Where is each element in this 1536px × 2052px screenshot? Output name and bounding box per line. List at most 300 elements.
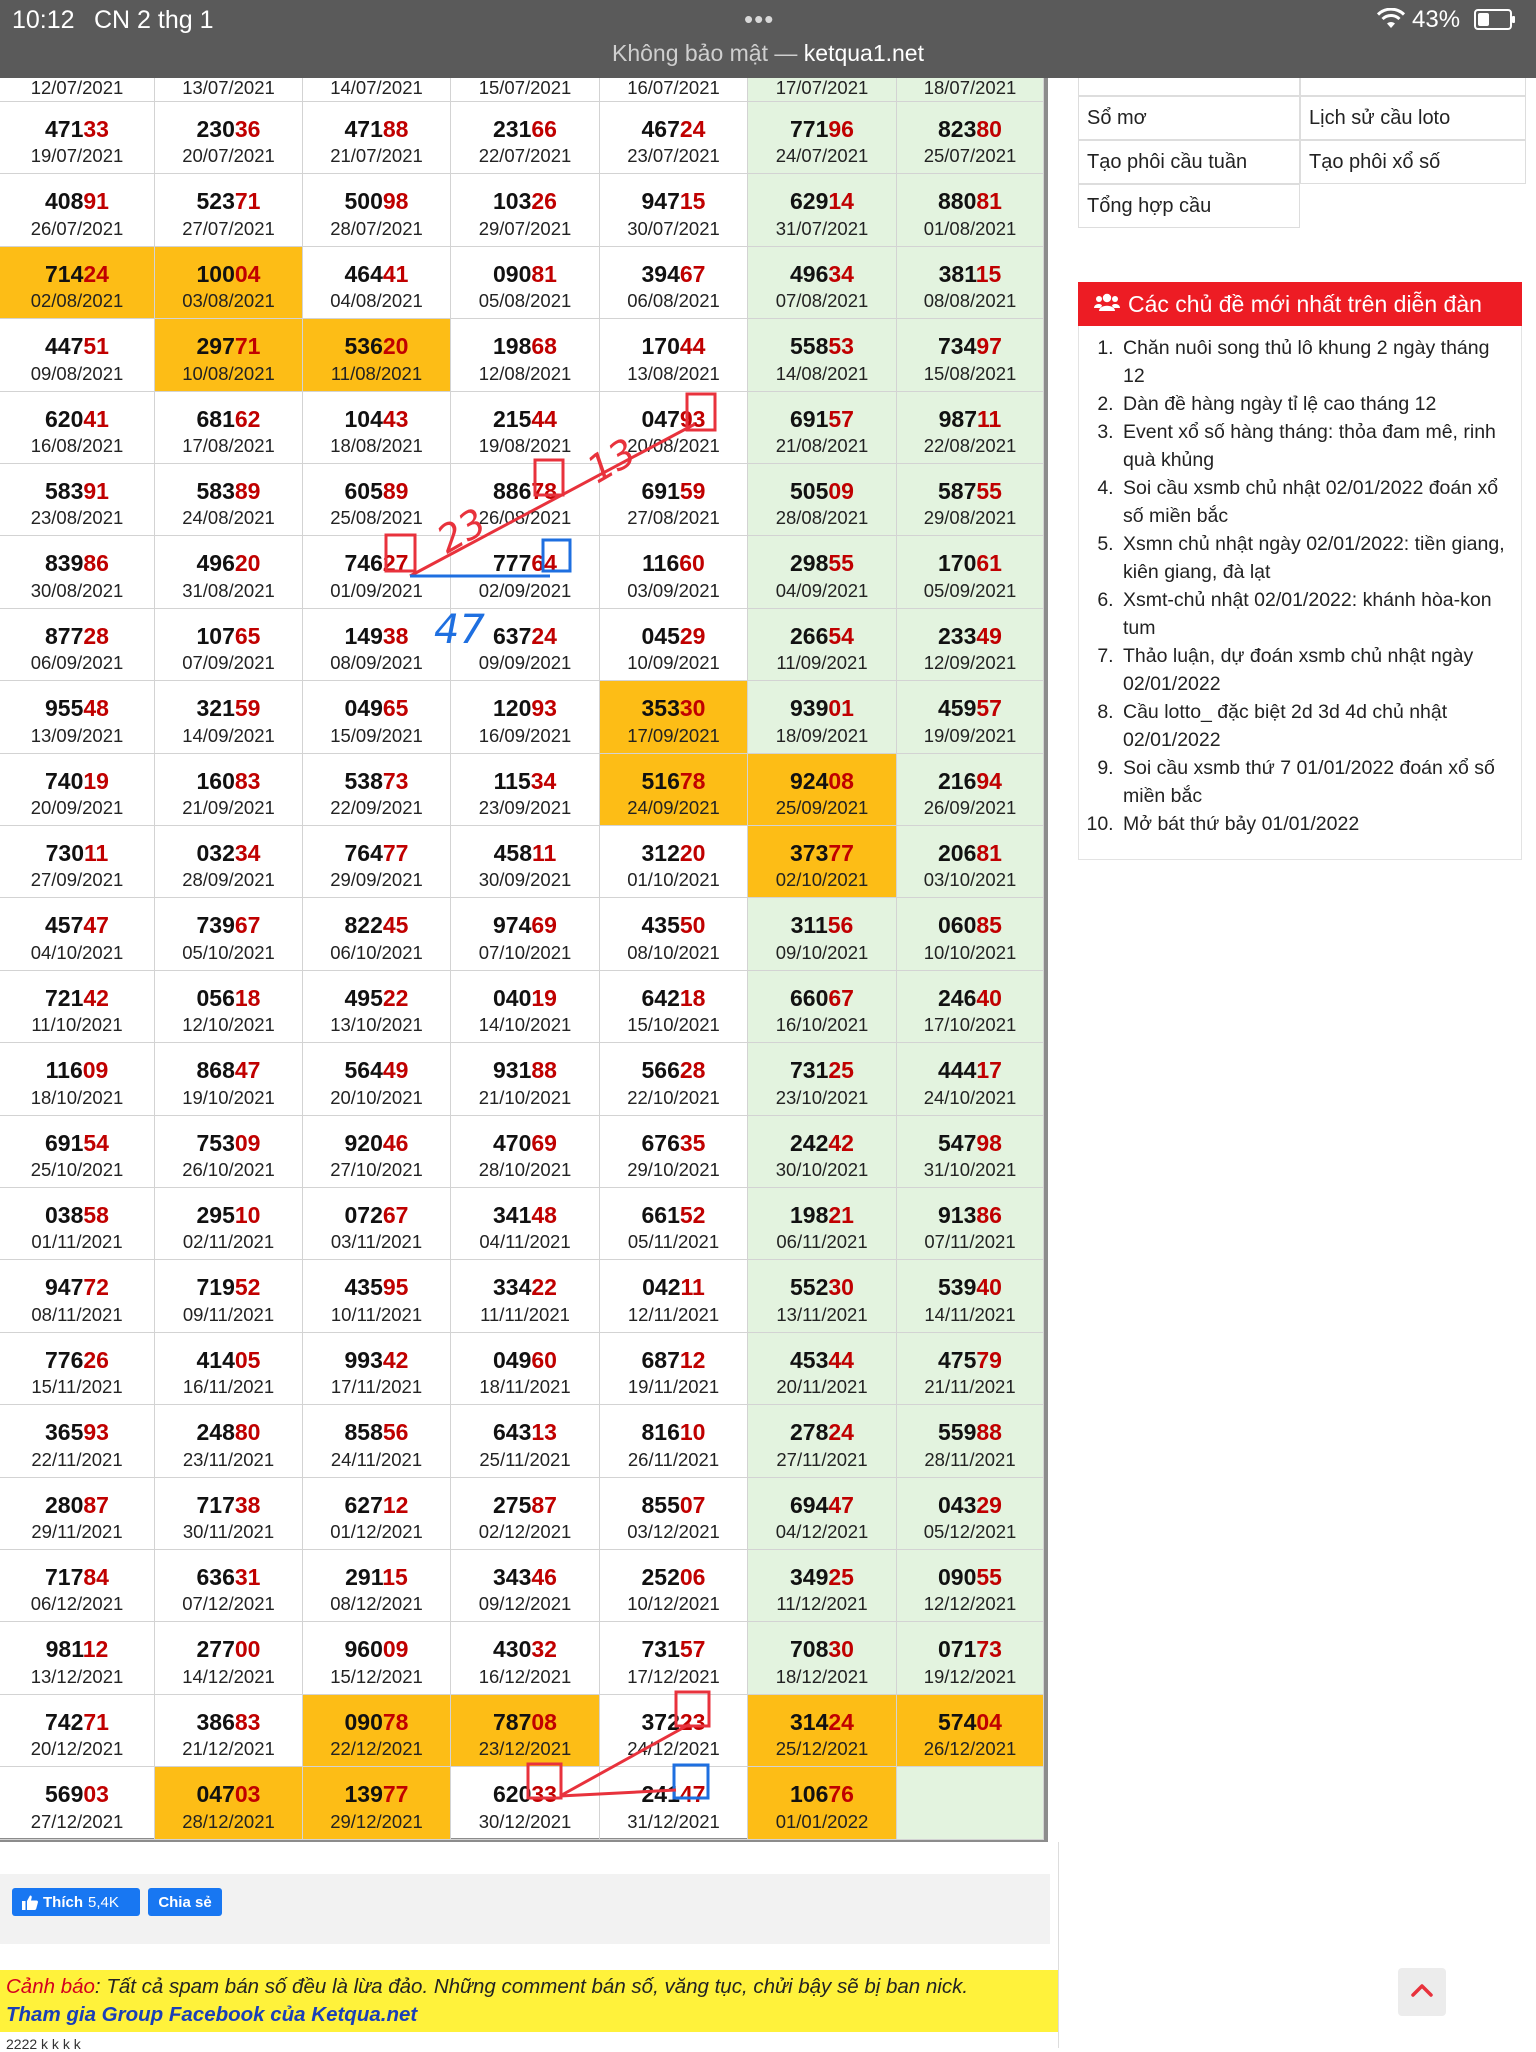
result-number: 49620 (196, 550, 261, 577)
result-number: 43550 (641, 912, 706, 939)
result-date: 11/11/2021 (480, 1303, 570, 1325)
result-number: 13977 (344, 1781, 409, 1808)
result-number: 62041 (45, 405, 109, 432)
result-date: 06/10/2021 (330, 941, 423, 963)
result-number: 37377 (790, 840, 854, 866)
result-date: 02/11/2021 (182, 1231, 275, 1253)
annotation-box-blue (674, 1765, 708, 1798)
result-date: 16/12/2021 (478, 1665, 572, 1687)
result-number: 11660 (642, 550, 705, 577)
result-number: 20681 (938, 840, 1002, 866)
result-number: 17061 (938, 550, 1002, 577)
result-date: 02/08/2021 (30, 290, 124, 312)
result-number: 04793 (641, 405, 706, 432)
result-date: 31/12/2021 (627, 1810, 720, 1832)
result-number: 28087 (45, 1491, 109, 1518)
result-number: 64313 (493, 1419, 557, 1446)
result-number: 09081 (493, 260, 557, 287)
result-date: 17/10/2021 (923, 1014, 1017, 1036)
forum-topic-link[interactable]: 3. Event xổ số hàng tháng: thỏa đam mê, rinh quà khủng (1119, 418, 1511, 474)
result-date: 15/08/2021 (923, 362, 1017, 384)
sidebar-link-top-right[interactable] (1300, 78, 1526, 96)
result-number: 38683 (196, 1708, 261, 1735)
result-date: 12/11/2021 (627, 1303, 720, 1325)
result-date: 25/09/2021 (775, 796, 869, 818)
result-number: 55230 (790, 1274, 854, 1301)
wifi-icon (1376, 8, 1406, 35)
result-number: 92046 (344, 1129, 409, 1156)
result-date: 26/08/2021 (478, 507, 572, 529)
result-date: 07/11/2021 (924, 1231, 1016, 1253)
facebook-like-button[interactable] (12, 1888, 140, 1916)
forum-topic-link[interactable]: 4. Soi cầu xsmb chủ nhật 02/01/2022 đoán xổ số miền bắc (1119, 474, 1511, 530)
result-date: 25/07/2021 (923, 145, 1017, 167)
security-label: Không bảo mật — (611, 40, 804, 66)
result-number: 16083 (196, 767, 261, 794)
result-date: 28/11/2021 (924, 1448, 1016, 1470)
result-date: 07/09/2021 (182, 652, 275, 674)
result-number: 03858 (45, 1202, 109, 1228)
result-number: 49522 (344, 984, 409, 1011)
result-number: 07173 (938, 1636, 1002, 1663)
result-date: 15/10/2021 (627, 1014, 720, 1036)
result-date: 10/10/2021 (923, 941, 1017, 963)
result-number: 41405 (196, 1346, 261, 1373)
like-count: 5,4K (88, 1893, 119, 1911)
result-number: 40891 (45, 188, 109, 215)
result-number: 58389 (196, 478, 261, 504)
result-date: 23/12/2021 (478, 1738, 572, 1760)
result-date: 02/12/2021 (478, 1520, 572, 1542)
result-number: 36593 (45, 1419, 109, 1446)
result-date: 22/09/2021 (330, 796, 423, 818)
result-number: 71784 (45, 1564, 109, 1590)
result-date: 07/12/2021 (182, 1593, 275, 1615)
result-date: 03/09/2021 (627, 579, 720, 601)
result-number: 05618 (196, 984, 261, 1011)
result-date: 08/11/2021 (31, 1303, 123, 1325)
result-number: 43032 (493, 1636, 557, 1663)
result-date: 23/10/2021 (775, 1086, 869, 1108)
result-number: 88678 (493, 478, 557, 504)
result-date: 20/09/2021 (30, 796, 124, 818)
battery-percent: 43% (1412, 6, 1461, 33)
result-date: 13/07/2021 (182, 77, 275, 98)
result-number: 50098 (344, 188, 409, 215)
facebook-group-link[interactable]: Tham gia Group Facebook của Ketqua.net (6, 2003, 418, 2026)
result-date: 13/09/2021 (30, 724, 124, 746)
result-number: 29855 (790, 550, 854, 577)
sidebar-link-top-left[interactable] (1078, 78, 1300, 96)
forum-topic-list (1079, 326, 1521, 838)
result-number: 74627 (344, 550, 409, 577)
result-number: 04019 (493, 984, 557, 1011)
result-number: 66152 (641, 1202, 706, 1228)
forum-panel-header (1078, 282, 1522, 326)
result-date: 16/10/2021 (775, 1014, 869, 1036)
result-number: 69154 (45, 1129, 109, 1156)
result-date: 19/11/2021 (627, 1376, 720, 1398)
result-date: 10/08/2021 (182, 362, 275, 384)
result-number: 09078 (344, 1708, 409, 1735)
result-number: 73967 (196, 912, 261, 939)
result-date: 21/09/2021 (182, 796, 275, 818)
result-date: 29/07/2021 (478, 217, 572, 239)
result-date: 30/11/2021 (182, 1520, 275, 1542)
result-number: 98711 (938, 405, 1002, 432)
result-number: 60589 (344, 478, 409, 504)
result-number: 94715 (641, 188, 706, 215)
result-number: 29115 (345, 1564, 408, 1590)
forum-topic-link[interactable]: 7. Thảo luận, dự đoán xsmb chủ nhật ngày 02/01/2022 (1119, 642, 1511, 698)
result-date: 19/10/2021 (182, 1086, 275, 1108)
result-date: 04/09/2021 (775, 579, 869, 601)
result-date: 27/11/2021 (776, 1448, 868, 1470)
annotation-label-47: 47 (434, 607, 485, 653)
result-date: 03/08/2021 (182, 290, 275, 312)
result-number: 47133 (45, 116, 109, 142)
result-date: 05/09/2021 (923, 579, 1017, 601)
result-number: 51678 (641, 767, 706, 794)
result-number: 46724 (641, 116, 706, 142)
result-date: 10/12/2021 (627, 1593, 720, 1615)
result-number: 04703 (196, 1781, 261, 1808)
facebook-share-button[interactable]: Chia sẻ (148, 1888, 222, 1916)
result-number: 93188 (493, 1057, 557, 1084)
result-number: 78708 (493, 1708, 557, 1735)
battery-icon (1474, 9, 1512, 30)
result-number: 50509 (790, 478, 854, 504)
result-date: 01/10/2021 (627, 869, 720, 891)
result-number: 83986 (45, 550, 109, 577)
result-number: 81610 (641, 1419, 706, 1446)
result-number: 82245 (344, 912, 409, 939)
result-date: 05/10/2021 (182, 941, 275, 963)
result-date: 08/12/2021 (330, 1593, 423, 1615)
result-date: 09/08/2021 (30, 362, 124, 384)
result-date: 01/11/2021 (31, 1231, 123, 1253)
result-date: 12/10/2021 (182, 1014, 275, 1036)
result-number: 44417 (938, 1057, 1002, 1084)
result-date: 11/10/2021 (31, 1014, 123, 1036)
result-number: 85856 (344, 1419, 409, 1446)
result-date: 26/10/2021 (182, 1158, 275, 1180)
result-date: 01/12/2021 (330, 1520, 423, 1542)
result-date: 28/08/2021 (775, 507, 869, 529)
result-number: 25206 (641, 1564, 706, 1590)
result-date: 18/10/2021 (30, 1086, 124, 1108)
result-date: 14/08/2021 (775, 362, 869, 384)
result-number: 04329 (938, 1491, 1002, 1518)
result-date: 18/08/2021 (330, 434, 423, 456)
forum-topic-link[interactable]: 6. Xsmt-chủ nhật 02/01/2022: khánh hòa-kon tum (1119, 586, 1511, 642)
result-number: 04529 (641, 622, 706, 649)
result-date: 28/10/2021 (478, 1158, 572, 1180)
result-date: 30/08/2021 (30, 579, 124, 601)
result-number: 76477 (344, 840, 409, 866)
result-number: 04965 (344, 695, 409, 722)
result-date: 11/09/2021 (776, 652, 868, 674)
result-date: 16/11/2021 (182, 1376, 275, 1398)
result-number: 03234 (196, 840, 261, 866)
forum-topic-link[interactable]: 8. Cầu lotto_ đặc biệt 2d 3d 4d chủ nhật 02/01/2022 (1119, 698, 1511, 754)
result-date: 21/07/2021 (330, 145, 423, 167)
result-date: 18/07/2021 (923, 77, 1017, 98)
result-number: 10443 (344, 405, 409, 432)
result-date: 27/08/2021 (627, 507, 720, 529)
result-number: 10326 (493, 188, 557, 215)
result-date: 31/07/2021 (775, 217, 869, 239)
result-date: 03/11/2021 (330, 1231, 423, 1253)
result-date: 25/11/2021 (479, 1448, 571, 1470)
result-number: 27824 (790, 1419, 854, 1446)
result-number: 52371 (196, 188, 261, 215)
result-date: 04/08/2021 (330, 290, 423, 312)
result-number: 27700 (196, 1636, 261, 1663)
sidebar-link-so-mo[interactable]: Sổ mơ (1078, 96, 1300, 140)
result-number: 34925 (790, 1564, 854, 1590)
result-number: 06085 (938, 912, 1002, 939)
result-number: 71738 (196, 1491, 261, 1518)
result-date: 23/11/2021 (182, 1448, 275, 1470)
result-date: 14/12/2021 (182, 1665, 275, 1687)
result-number: 68712 (641, 1346, 706, 1373)
result-date: 19/12/2021 (923, 1665, 1017, 1687)
result-date: 03/12/2021 (627, 1520, 720, 1542)
warning-label: Cảnh báo (6, 1975, 95, 1998)
result-number: 71952 (196, 1274, 261, 1301)
result-number: 10676 (790, 1781, 854, 1808)
scroll-to-top-button[interactable] (1398, 1968, 1446, 2016)
result-date: 17/11/2021 (330, 1376, 423, 1398)
result-number: 57404 (938, 1708, 1002, 1735)
result-date: 05/11/2021 (627, 1231, 720, 1253)
forum-topic-link[interactable]: 5. Xsmn chủ nhật ngày 02/01/2022: tiền giang, kiên giang, đà lạt (1119, 530, 1511, 586)
result-number: 23036 (196, 116, 261, 142)
result-date: 24/07/2021 (775, 145, 869, 167)
result-date: 01/08/2021 (923, 217, 1017, 239)
result-number: 14938 (344, 622, 409, 649)
result-date: 12/07/2021 (30, 77, 124, 98)
result-date: 21/12/2021 (182, 1738, 275, 1760)
result-date: 27/10/2021 (330, 1158, 423, 1180)
result-number: 66067 (790, 984, 854, 1011)
result-number: 97469 (493, 912, 557, 939)
lottery-results-table (0, 78, 1048, 1842)
annotation-line-red (560, 1790, 676, 1796)
result-date: 12/12/2021 (923, 1593, 1017, 1615)
result-date: 07/08/2021 (775, 290, 869, 312)
result-number: 77626 (45, 1346, 109, 1373)
result-date: 29/08/2021 (923, 507, 1017, 529)
result-date: 12/08/2021 (478, 362, 572, 384)
annotation-line-red (560, 1724, 690, 1796)
result-date: 18/12/2021 (775, 1665, 869, 1687)
result-date: 24/10/2021 (923, 1086, 1017, 1108)
result-date: 30/12/2021 (478, 1810, 572, 1832)
result-date: 26/11/2021 (627, 1448, 720, 1470)
result-number: 87728 (45, 622, 109, 649)
result-number: 98112 (45, 1636, 109, 1663)
forum-topic-link[interactable]: 10. Mở bát thứ bảy 01/01/2022 (1119, 810, 1511, 838)
annotation-box-blue (543, 540, 570, 571)
like-label: Thích (43, 1893, 83, 1911)
result-date: 21/11/2021 (924, 1376, 1016, 1398)
result-number: 73497 (938, 333, 1002, 360)
result-number: 37223 (641, 1708, 706, 1735)
result-number: 10004 (196, 260, 261, 287)
result-number: 34346 (493, 1564, 557, 1590)
sidebar-link-tao-phoi-cau-tuan[interactable]: Tạo phôi cầu tuần (1078, 140, 1300, 184)
result-date: 09/11/2021 (182, 1303, 275, 1325)
result-number: 73157 (641, 1636, 706, 1663)
result-date: 23/07/2021 (627, 145, 720, 167)
result-number: 55988 (938, 1419, 1002, 1446)
result-date: 15/09/2021 (330, 724, 423, 746)
result-date: 10/11/2021 (330, 1303, 423, 1325)
result-number: 92408 (790, 767, 854, 794)
result-number: 73011 (45, 840, 109, 866)
result-date: 21/08/2021 (775, 434, 869, 456)
result-number: 47579 (938, 1346, 1002, 1373)
result-date: 19/09/2021 (923, 724, 1017, 746)
result-number: 43595 (344, 1274, 409, 1301)
annotation-box-red (676, 1692, 709, 1726)
result-date: 16/07/2021 (627, 77, 720, 98)
status-date: CN 2 thg 1 (94, 6, 214, 34)
result-date: 26/07/2021 (30, 217, 124, 239)
result-date: 30/09/2021 (478, 869, 572, 891)
result-date: 11/12/2021 (776, 1593, 868, 1615)
result-number: 53620 (344, 333, 409, 360)
result-number: 62033 (493, 1781, 557, 1808)
result-date: 01/01/2022 (775, 1810, 869, 1832)
result-date: 21/10/2021 (478, 1086, 572, 1108)
tab-overview-dots[interactable]: ••• (744, 4, 775, 34)
result-date: 23/09/2021 (478, 796, 572, 818)
result-date: 29/10/2021 (627, 1158, 720, 1180)
result-date: 09/12/2021 (478, 1593, 572, 1615)
sidebar-link-tong-hop-cau[interactable]: Tổng hợp cầu (1078, 184, 1300, 228)
result-date: 29/11/2021 (31, 1520, 123, 1542)
result-number: 10765 (196, 622, 261, 649)
result-number: 88081 (938, 188, 1002, 215)
result-number: 69159 (641, 478, 706, 504)
result-date: 25/12/2021 (775, 1738, 869, 1760)
result-date: 20/08/2021 (627, 434, 720, 456)
address-bar[interactable] (0, 40, 1536, 67)
result-number: 63631 (196, 1564, 261, 1590)
result-number: 62712 (344, 1491, 409, 1518)
result-date: 08/08/2021 (923, 290, 1017, 312)
result-date: 13/12/2021 (30, 1665, 124, 1687)
result-number: 32159 (196, 695, 261, 722)
result-date: 30/07/2021 (627, 217, 720, 239)
result-date: 02/09/2021 (478, 579, 572, 601)
result-number: 74271 (45, 1708, 109, 1735)
result-number: 85507 (641, 1491, 706, 1518)
result-number: 77764 (493, 550, 557, 577)
result-number: 91386 (938, 1202, 1002, 1228)
result-date: 20/10/2021 (330, 1086, 423, 1108)
result-date: 12/09/2021 (923, 652, 1017, 674)
result-date: 24/09/2021 (627, 796, 720, 818)
result-number: 74019 (45, 767, 109, 794)
result-number: 31156 (790, 912, 854, 939)
forum-topic-link[interactable]: 1. Chăn nuôi song thủ lô khung 2 ngày tháng 12 (1119, 334, 1511, 390)
annotation-box-red (528, 1764, 561, 1798)
result-date: 08/10/2021 (627, 941, 720, 963)
result-date: 25/10/2021 (30, 1158, 124, 1180)
result-number: 33422 (493, 1274, 557, 1301)
result-date: 22/10/2021 (627, 1086, 720, 1108)
result-number: 53873 (344, 767, 409, 794)
forum-topic-link[interactable]: 2. Dàn đề hàng ngày tỉ lệ cao tháng 12 (1119, 390, 1511, 418)
result-date: 02/10/2021 (775, 869, 869, 891)
status-time: 10:12 (12, 6, 75, 34)
result-date: 14/10/2021 (478, 1014, 572, 1036)
result-number: 34148 (493, 1202, 557, 1228)
result-date: 04/10/2021 (30, 941, 124, 963)
url-host: ketqua1.net (803, 40, 924, 66)
result-date: 20/11/2021 (776, 1376, 868, 1398)
result-date: 18/11/2021 (479, 1376, 571, 1398)
result-number: 24242 (790, 1129, 854, 1156)
result-date: 15/07/2021 (478, 77, 572, 98)
sidebar-link-tao-phoi-xo-so[interactable]: Tạo phôi xổ số (1300, 140, 1526, 184)
forum-topic-link[interactable]: 9. Soi cầu xsmb thứ 7 01/01/2022 đoán xổ số miền bắc (1119, 754, 1511, 810)
annotation-label-23: 23 (429, 499, 494, 562)
result-number: 17044 (641, 333, 706, 360)
result-number: 38115 (938, 260, 1002, 287)
result-date: 17/12/2021 (627, 1665, 720, 1687)
result-number: 24147 (641, 1781, 706, 1808)
sidebar-divider (1058, 1842, 1059, 2048)
result-number: 31424 (790, 1708, 854, 1735)
result-date: 14/07/2021 (330, 77, 423, 98)
result-number: 49634 (790, 260, 854, 287)
result-number: 45957 (938, 695, 1002, 722)
result-date: 22/12/2021 (330, 1738, 423, 1760)
result-number: 19868 (493, 333, 557, 360)
result-number: 77196 (790, 116, 854, 142)
warning-text (6, 1975, 968, 1999)
result-number: 45747 (45, 912, 109, 939)
result-number: 29510 (196, 1202, 261, 1228)
result-number: 23166 (493, 116, 557, 142)
result-date: 15/12/2021 (330, 1665, 423, 1687)
warning-message: : Tất cả spam bán số đều là lừa đảo. Những comment bán số, văng tục, chửi bậy sẽ bị ban nick. (94, 1975, 969, 1998)
result-number: 68162 (196, 405, 261, 432)
forum-panel (1078, 326, 1522, 860)
result-number: 07267 (344, 1202, 409, 1228)
result-date: 24/08/2021 (182, 507, 275, 529)
result-date: 19/07/2021 (30, 145, 124, 167)
result-number: 58391 (45, 478, 109, 504)
thumbs-up-icon (22, 1895, 38, 1910)
result-number: 63724 (493, 622, 557, 649)
result-number: 73125 (790, 1057, 854, 1084)
result-number: 56449 (344, 1057, 409, 1084)
result-number: 94772 (45, 1274, 109, 1301)
result-date: 07/10/2021 (478, 941, 572, 963)
result-number: 64218 (641, 984, 706, 1011)
result-date: 30/10/2021 (775, 1158, 869, 1180)
result-number: 19821 (790, 1202, 854, 1228)
result-date: 25/08/2021 (330, 507, 423, 529)
sidebar-link-lich-su-cau-loto[interactable]: Lịch sử cầu loto (1300, 96, 1526, 140)
result-date: 06/09/2021 (30, 652, 124, 674)
